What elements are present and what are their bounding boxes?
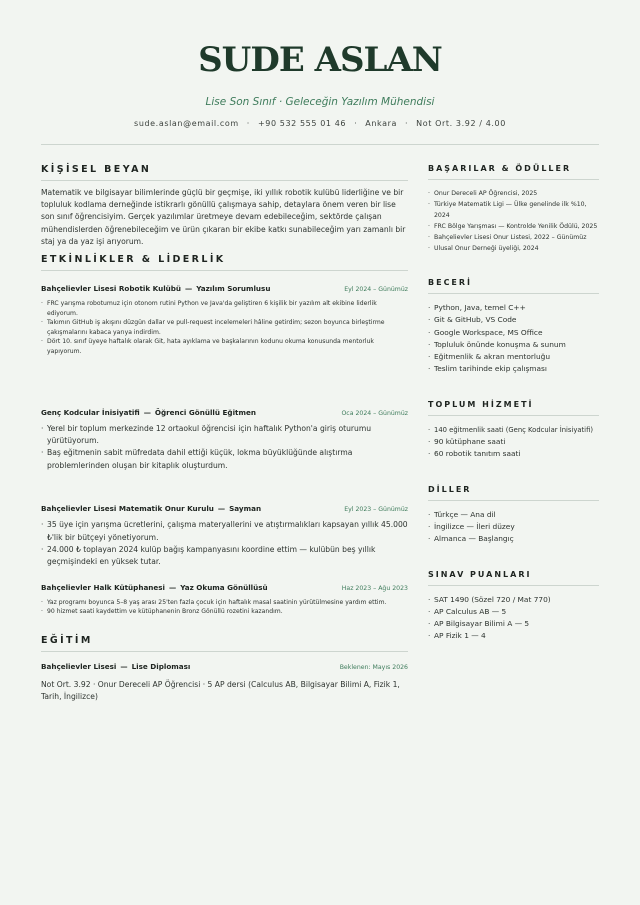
bullet-item: · Takımın GitHub iş akışını düzgün dallar ve pull-request incelemeleri hâline getirdim; sezon boyunca birleştirme çakışmalarını kabaca yarıya indirdim. [41, 318, 408, 337]
education-entry [41, 662, 408, 704]
service-list [428, 424, 599, 461]
bullet-item: · 24.000 ₺ toplayan 2024 kulüp bağış kampanyasını koordine ettim — kulübün beş yıllık geçmişindeki en yüksek tutar. [41, 544, 408, 569]
entry-org: Bahçelievler Lisesi Robotik Kulübü [41, 284, 182, 294]
entry-title: Genç Kodcular İnisiyatifi — Öğrenci Gönüllü Eğitmen [41, 407, 256, 417]
degree-name: Lise Diploması [131, 662, 191, 672]
service-section [428, 400, 599, 461]
entry-title: Bahçelievler Lisesi Matematik Onur Kurulu — Sayman [41, 504, 262, 514]
activities-section [41, 254, 408, 617]
candidate-name: SUDE ASLAN [198, 40, 442, 80]
header-divider [41, 144, 599, 145]
skill-item: · Google Workspace, MS Office [428, 327, 599, 339]
score-item: · SAT 1490 (Sözel 720 / Mat 770) [428, 594, 599, 606]
languages-section [428, 485, 599, 546]
language-item: · Türkçe — Ana dil [428, 509, 599, 521]
service-item: · 140 eğitmenlik saati (Genç Kodcular İnisiyatifi) [428, 424, 599, 436]
entry-date: Beklenen: Mayıs 2026 [339, 664, 408, 672]
skill-item: · Python, Java, temel C++ [428, 302, 599, 314]
entry-role: Yazılım Sorumlusu [196, 284, 271, 294]
contact-separator: · [354, 119, 358, 128]
award-item: · Bahçelievler Lisesi Onur Listesi, 2022 – Günümüz [428, 232, 599, 243]
education-section [41, 635, 408, 704]
entry-date: Eyl 2024 – Günümüz [344, 286, 408, 294]
bullet-item: · Dört 10. sınıf üyeye haftalık olarak Git, hata ayıklama ve başkalarının kodunu okuma konusunda mentorluk yapıyorum. [41, 337, 408, 356]
entry-title: Bahçelievler Halk Kütüphanesi — Yaz Okuma Gönüllüsü [41, 582, 268, 592]
section-title: BAŞARILAR & ÖDÜLLER [428, 164, 599, 180]
entry-org: Bahçelievler Lisesi Matematik Onur Kurulu [41, 504, 214, 514]
language-item: · Almanca — Başlangıç [428, 533, 599, 545]
entry-title: Bahçelievler Lisesi Robotik Kulübü — Yazılım Sorumlusu [41, 284, 271, 294]
entry-bullets [41, 598, 408, 617]
contact-city: Ankara [365, 119, 397, 128]
bullet-item: · Yaz programı boyunca 5–8 yaş arası 25'ten fazla çocuk için haftalık masal saatinin yürütülmesine yardım ettim. [41, 598, 408, 608]
skill-item: · Git & GitHub, VS Code [428, 314, 599, 326]
section-title: KİŞİSEL BEYAN [41, 164, 408, 181]
main-column [41, 164, 408, 704]
tagline: Lise Son Sınıf · Geleceğin Yazılım Mühendisi [205, 96, 435, 108]
activity-entry [41, 504, 408, 569]
entry-date: Oca 2024 – Günümüz [341, 409, 408, 417]
contact-phone: +90 532 555 01 46 [257, 119, 347, 128]
award-item: · FRC Bölge Yarışması — Kontrolde Yenilik Ödülü, 2025 [428, 221, 599, 232]
awards-section [428, 164, 599, 254]
bullet-item: · Yerel bir toplum merkezinde 12 ortaokul öğrencisi için haftalık Python'a giriş oturumu yürütüyorum. [41, 423, 408, 448]
award-item: · Ulusal Onur Derneği üyeliği, 2024 [428, 243, 599, 254]
activity-entry [41, 583, 408, 617]
skill-item: · Topluluk önünde konuşma & sunum [428, 339, 599, 351]
service-item: · 60 robotik tanıtım saati [428, 448, 599, 460]
section-title: DİLLER [428, 485, 599, 501]
activity-entry [41, 284, 408, 357]
entry-title: Bahçelievler Lisesi — Lise Diploması [41, 662, 191, 672]
entry-date: Eyl 2023 – Günümüz [344, 506, 408, 514]
score-item: · AP Calculus AB — 5 [428, 606, 599, 618]
bullet-item: · FRC yarışma robotumuz için otonom rutini Python ve Java'da geliştiren 6 kişilik bir yazılım alt ekibine liderlik ediyorum. [41, 299, 408, 318]
education-details: Not Ort. 3.92 · Onur Dereceli AP Öğrencisi · 5 AP dersi (Calculus AB, Bilgisayar Bilimi A, Fizik 1, Tarih, İngilizce) [41, 680, 400, 702]
skill-item: · Eğitmenlik & akran mentorluğu [428, 351, 599, 363]
section-title: EĞİTİM [41, 635, 408, 652]
contact-gpa: Not Ort. 3.92 / 4.00 [416, 119, 506, 128]
award-item: · Onur Dereceli AP Öğrencisi, 2025 [428, 188, 599, 199]
section-title: ETKİNLİKLER & LİDERLİK [41, 254, 408, 271]
bullet-item: · 90 hizmet saati kaydettim ve kütüphanenin Bronz Gönüllü rozetini kazandım. [41, 607, 408, 617]
entry-role: Sayman [229, 504, 262, 514]
entry-org: Bahçelievler Halk Kütüphanesi [41, 582, 166, 592]
contact-separator: · [405, 119, 409, 128]
skill-item: · Teslim tarihinde ekip çalışması [428, 363, 599, 375]
award-item: · Türkiye Matematik Ligi — Ülke genelinde ilk %10, 2024 [428, 199, 599, 221]
entry-org: Genç Kodcular İnisiyatifi [41, 407, 140, 417]
entry-date: Haz 2023 – Ağu 2023 [341, 584, 408, 592]
section-title: TOPLUM HİZMETİ [428, 400, 599, 416]
entry-role: Öğrenci Gönüllü Eğitmen [154, 407, 256, 417]
bullet-item: · Baş eğitmenin sabit müfredata dahil ettiği küçük, lokma büyüklüğünde alıştırma problemlerinden oluşan bir kitaplık oluşturdum. [41, 447, 408, 472]
scores-list [428, 594, 599, 643]
activity-entry [41, 408, 408, 473]
score-item: · AP Bilgisayar Bilimi A — 5 [428, 618, 599, 630]
bullet-item: · 35 üye için yarışma ücretlerini, çalışma materyallerini ve atıştırmalıkları kapsayan yıllık 45.000 ₺'lik bir bütçeyi yönetiyorum. [41, 519, 408, 544]
section-title: SINAV PUANLARI [428, 570, 599, 586]
scores-section [428, 570, 599, 643]
contact-email: sude.aslan@email.com [134, 119, 239, 128]
languages-list [428, 509, 599, 546]
summary-section [41, 164, 408, 248]
service-item: · 90 kütüphane saati [428, 436, 599, 448]
skills-list [428, 302, 599, 376]
skills-section [428, 278, 599, 376]
section-title: BECERİ [428, 278, 599, 294]
awards-list [428, 188, 599, 254]
entry-bullets [41, 519, 408, 569]
score-item: · AP Fizik 1 — 4 [428, 630, 599, 642]
summary-text: Matematik ve bilgisayar bilimlerinde güçlü bir geçmişe, iki yıllık robotik kulübü liderliğine ve bir topluluk kodlama derneğinde istikrarlı gönüllü çalışmaya sahip, detaylara önem veren bir lise son sınıf öğrencisiyim. Gerçek yazılımlar üretmeye devam edebileceğim, sektörde çalışan mühendislerden öğrenebileceğim ve ürün çıkaran bir ekibe katkı sunabileceğim yarı zamanlı bir staj ya da yaz işi arıyorum. [41, 188, 406, 246]
language-item: · İngilizce — İleri düzey [428, 521, 599, 533]
contact-separator: · [246, 119, 250, 128]
sidebar-column [428, 164, 599, 667]
entry-bullets [41, 423, 408, 473]
entry-bullets [41, 299, 408, 357]
contact-line [0, 119, 640, 128]
entry-role: Yaz Okuma Gönüllüsü [180, 582, 268, 592]
school-name: Bahçelievler Lisesi [41, 662, 117, 672]
